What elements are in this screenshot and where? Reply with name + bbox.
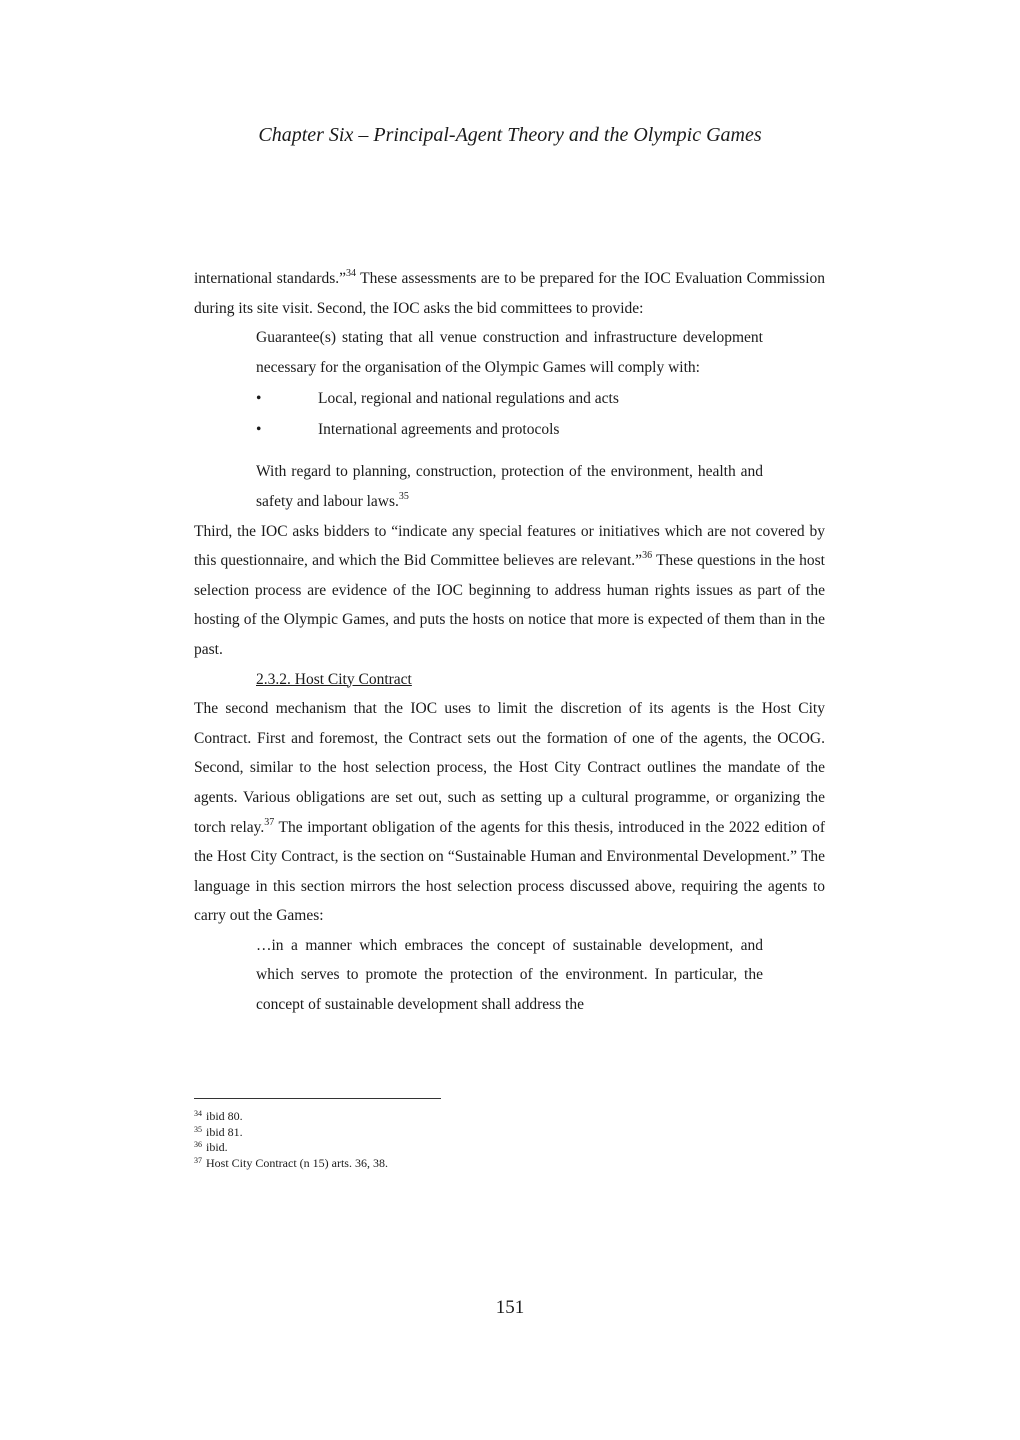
footnote-text: ibid 81. [206,1124,243,1139]
footnote-number: 37 [194,1155,202,1165]
page-body [194,264,825,1020]
running-header: Chapter Six – Principal-Agent Theory and the Olympic Games [258,124,762,146]
paragraph-special-features [194,517,825,665]
page-number: 151 [495,1297,525,1318]
list-item [256,383,763,414]
footnote-text: ibid. [206,1140,228,1154]
paragraph-text: These assessments are to be prepared for the IOC Evaluation Commission during its site visit. Second, the IOC asks the bid committees to provide: [194,270,826,317]
block-quote-guarantees: Guarantee(s) stating that all venue construction and infrastructure development necessary for the organisation of the Olympic Games will comply with: [256,329,763,376]
paragraph-text: international standards.” [194,270,347,287]
list-item-text: International agreements and protocols [318,421,560,439]
footnote-item [194,1125,825,1141]
footnote-item [194,1109,825,1125]
footnote-text: ibid 80. [206,1109,243,1123]
bullet-list [256,383,763,445]
paragraph-text: Third, the IOC asks bidders to “indicate any special features or initiatives which are not covered by this questionnaire, and which the Bid Committee believes are relevant.” [194,522,825,570]
footnote-number: 34 [194,1109,202,1118]
footnote-number: 36 [194,1140,202,1149]
footnote-ref-37[interactable]: 37 [264,816,275,828]
footnote-divider [194,1098,441,1099]
section-heading: 2.3.2. Host City Contract [256,670,412,688]
quote-text: With regard to planning, construction, protection of the environment, health and safety and labour laws. [256,463,763,510]
footnotes [194,1109,825,1171]
footnote-number: 35 [194,1124,202,1134]
footnote-item [194,1156,825,1172]
block-quote-closing [256,457,763,516]
paragraph-text: These questions in the host selection process are evidence of the IOC beginning to address human rights issues as part of the hosting of the Olympic Games, and puts the hosts on notice that more is expected of them than in the past. [194,552,825,658]
paragraph-text: The second mechanism that the IOC uses to limit the discretion of its agents is the Host City Contract. First and foremost, the Contract sets out the formation of one of the agents, the OCOG. Second, similar to the host selection process, the Host City Contract outlines the mandate of the agents. Various obligations are set out, such as setting up a cultural programme, or organizing the torch relay. [194,700,825,836]
block-quote-sustainable: …in a manner which embraces the concept of sustainable development, and which serves to promote the protection of the environment. In particular, the concept of sustainable development shall address the [256,936,763,1014]
footnote-item [194,1140,825,1156]
footnote-ref-35[interactable]: 35 [398,490,409,502]
footnote-ref-34[interactable]: 34 [346,268,357,279]
paragraph-host-city-contract [194,694,825,931]
list-item-text: Local, regional and national regulations and acts [318,390,619,408]
bullet-icon: • [256,390,262,408]
list-item [256,414,763,445]
paragraph-standards [194,264,825,323]
footnote-text: Host City Contract (n 15) arts. 36, 38. [206,1155,388,1170]
footnote-ref-36[interactable]: 36 [642,550,653,562]
paragraph-text: The important obligation of the agents for this thesis, introduced in the 2022 edition of the Host City Contract, is the section on “Sustainable Human and Environmental Development.” The language in this section mirrors the host selection process discussed above, requiring the agents to carry out the Games: [194,818,825,925]
bullet-icon: • [256,421,262,439]
